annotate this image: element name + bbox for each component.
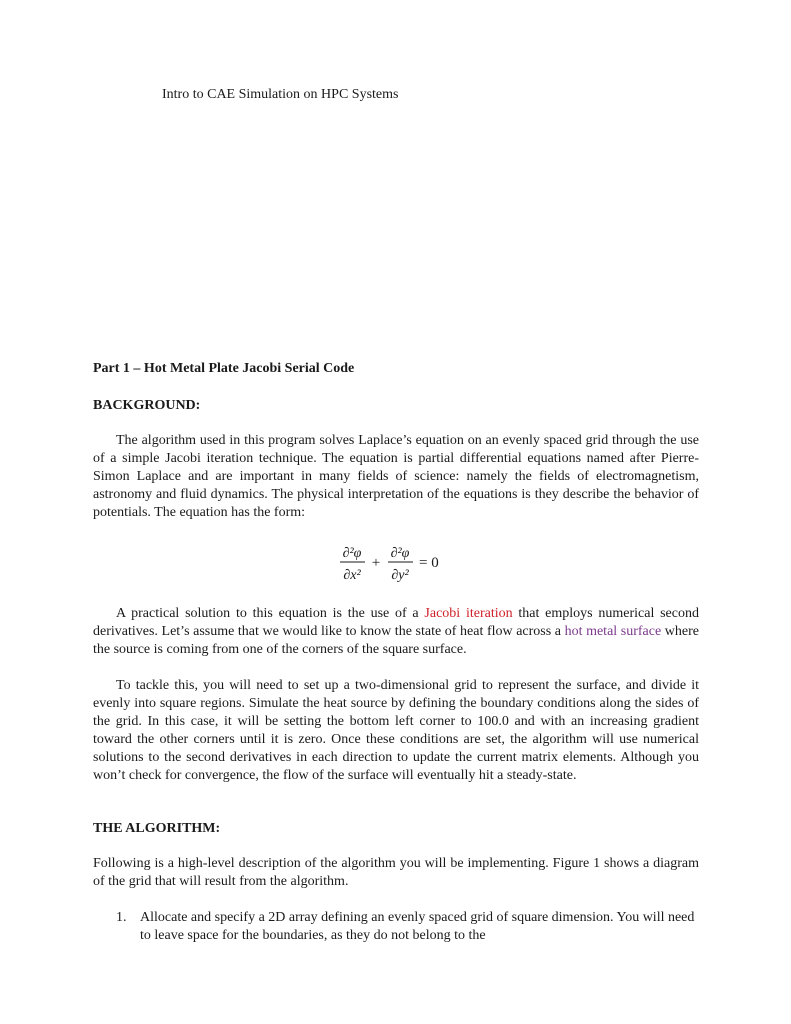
equation-numerator-2: ∂²φ [390,546,410,561]
background-paragraph-1-text: The algorithm used in this program solves Laplace’s equation on an evenly spaced grid through the use of a simple Jacobi iteration technique. The equation is partial differential equations named after Pierre-Simon Laplace and are important in many fields of science: namely the fields of electromagnetism, astronomy and fluid dynamics. The physical interpretation of the equations is they describe the behavior of potentials. The equation has the form: [93,433,699,521]
background-heading: BACKGROUND: [93,398,201,413]
paragraph-2-text-b: that employs numerical second derivatives. Let’s assume that we would like to know the state of heat flow across a [93,606,699,640]
step-number: 1. [116,910,127,925]
algorithm-step-list [116,909,696,945]
equation-denominator-2: ∂y² [391,568,409,583]
step-text: Allocate and specify a 2D array defining an evenly spaced grid of square dimension. You will need to leave space for the boundaries, as they do not belong to the [140,910,695,944]
background-paragraph-1 [93,432,699,522]
hot-metal-surface-link[interactable]: hot metal surface [564,624,662,640]
background-paragraph-2 [93,605,699,659]
paragraph-2-text-c: where the source is coming from one of the corners of the square surface. [93,624,700,658]
algorithm-intro: Following is a high-level description of the algorithm you will be implementing. Figure 1 shows a diagram of the grid that will result from the algorithm. [93,856,699,890]
list-item [116,909,696,945]
equation-denominator-1: ∂x² [343,568,361,583]
equation-numerator-1: ∂²φ [342,546,362,561]
algorithm-heading: THE ALGORITHM: [93,821,221,836]
equation-plus: + [371,555,381,571]
jacobi-iteration-link[interactable]: Jacobi iteration [424,606,513,621]
page-header-title: Intro to CAE Simulation on HPC Systems [162,87,399,102]
part-title: Part 1 – Hot Metal Plate Jacobi Serial Code [93,361,355,376]
paragraph-2-text-a: A practical solution to this equation is the use of a [116,606,425,621]
background-paragraph-3-text: To tackle this, you will need to set up a two-dimensional grid to represent the surface, and divide it evenly into square regions. Simulate the heat source by defining the boundary conditions along the sides of the grid. In this case, it will be setting the bottom left corner to 100.0 and with an increasing gradient toward the other corners until it is zero. Once these conditions are set, the algorithm will use numerical solutions to the second derivatives in each direction to update the current matrix elements. Although you won’t check for convergence, the flow of the surface will eventually hit a steady-state. [93,678,699,784]
background-paragraph-3 [93,677,699,786]
equation-equals-zero: = 0 [419,555,439,571]
laplace-equation [338,542,450,588]
